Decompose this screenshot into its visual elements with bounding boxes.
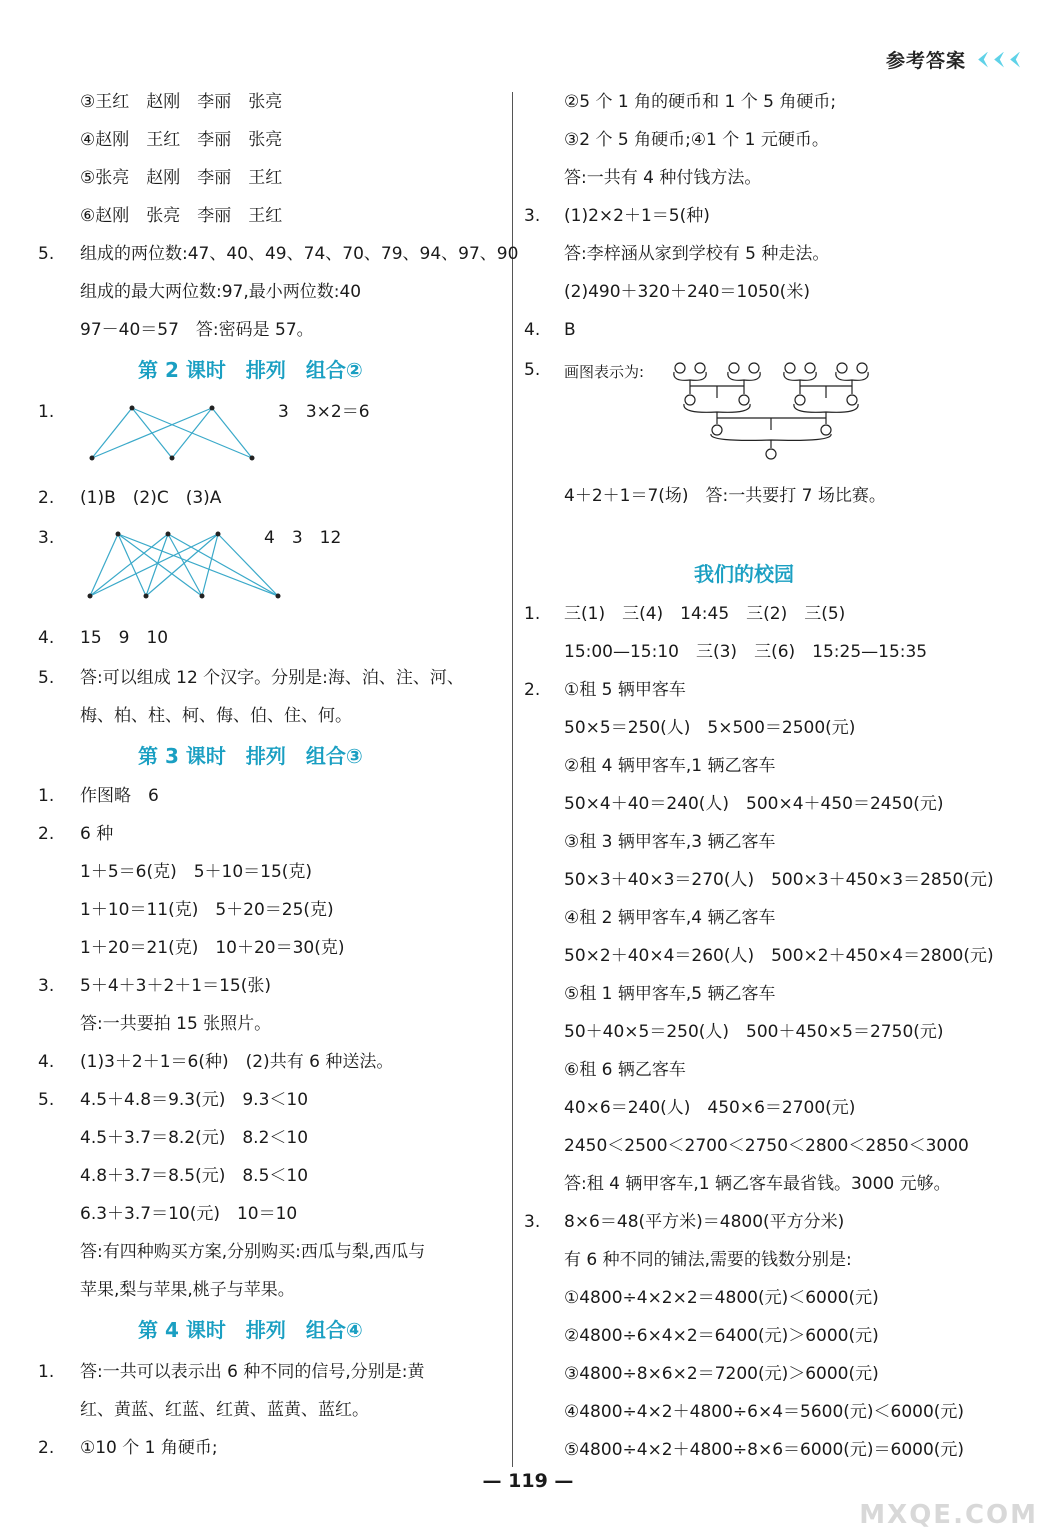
answer-line: 50×4＋40＝240(人) 500×4＋450＝2450(元) xyxy=(564,794,944,814)
answer-line: 40×6＝240(人) 450×6＝2700(元) xyxy=(564,1098,856,1118)
answer-line: 梅、柏、柱、柯、侮、伯、住、何。 xyxy=(80,706,352,726)
page-number: — 119 — xyxy=(482,1470,574,1492)
answer-line: ③王红 赵刚 李丽 张亮 xyxy=(80,92,283,112)
answer-line: 3 3×2＝6 xyxy=(278,402,370,422)
answer-line: ①租 5 辆甲客车 xyxy=(564,680,686,700)
answer-line: 4 3 12 xyxy=(264,528,342,548)
answer-line: ②租 4 辆甲客车,1 辆乙客车 xyxy=(564,756,776,776)
answer-line: (2)490＋320＋240＝1050(米) xyxy=(564,282,810,302)
answer-line: ①10 个 1 角硬币; xyxy=(80,1438,218,1458)
question-number: 5. xyxy=(524,360,541,380)
question-number: 5. xyxy=(38,668,55,688)
answer-line: ②4800÷6×4×2＝6400(元)＞6000(元) xyxy=(564,1326,879,1346)
question-number: 3. xyxy=(38,528,55,548)
answer-line: 6.3＋3.7＝10(元) 10＝10 xyxy=(80,1204,298,1224)
page-header xyxy=(886,46,1020,73)
answer-line: 答:李梓涵从家到学校有 5 种走法。 xyxy=(564,244,830,264)
answer-line: 4.5＋3.7＝8.2(元) 8.2＜10 xyxy=(80,1128,309,1148)
question-number: 2. xyxy=(38,824,55,844)
answer-line: 1＋5＝6(克) 5＋10＝15(克) xyxy=(80,862,313,882)
answer-line: 有 6 种不同的铺法,需要的钱数分别是: xyxy=(564,1250,852,1270)
answer-line: 答:可以组成 12 个汉字。分别是:海、泊、注、河、 xyxy=(80,668,464,688)
question-number: 2. xyxy=(524,680,541,700)
watermark: MXQE.COM xyxy=(859,1500,1038,1530)
question-number: 1. xyxy=(38,402,55,422)
answer-line: 15:00—15:10 三(3) 三(6) 15:25—15:35 xyxy=(564,642,928,662)
question-number: 3. xyxy=(524,1212,541,1232)
question-number: 2. xyxy=(38,488,55,508)
answer-line: 4＋2＋1＝7(场) 答:一共要打 7 场比赛。 xyxy=(564,486,886,506)
question-number: 1. xyxy=(38,786,55,806)
question-number: 5. xyxy=(38,1090,55,1110)
answer-line: ③4800÷8×6×2＝7200(元)＞6000(元) xyxy=(564,1364,879,1384)
answer-line: 5＋4＋3＋2＋1＝15(张) xyxy=(80,976,271,996)
answer-line: ③租 3 辆甲客车,3 辆乙客车 xyxy=(564,832,776,852)
answer-line: 1＋20＝21(克) 10＋20＝30(克) xyxy=(80,938,345,958)
answer-line: 6 种 xyxy=(80,824,114,844)
answer-line: 答:一共要拍 15 张照片。 xyxy=(80,1014,272,1034)
section-title: 第 4 课时 排列 组合④ xyxy=(138,1318,363,1342)
answer-line: ⑥租 6 辆乙客车 xyxy=(564,1060,686,1080)
question-number: 2. xyxy=(38,1438,55,1458)
answer-line: (1)2×2＋1＝5(种) xyxy=(564,206,710,226)
section-title: 第 3 课时 排列 组合③ xyxy=(138,744,363,768)
answer-line: 1＋10＝11(克) 5＋20＝25(克) xyxy=(80,900,334,920)
answer-line: ④赵刚 王红 李丽 张亮 xyxy=(80,130,283,150)
answer-line: 作图略 6 xyxy=(80,786,159,806)
answer-line: 答:租 4 辆甲客车,1 辆乙客车最省钱。3000 元够。 xyxy=(564,1174,951,1194)
arrow-decoration-icon xyxy=(972,52,1020,68)
answer-line: 2450＜2500＜2700＜2750＜2800＜2850＜3000 xyxy=(564,1136,969,1156)
header-title: 参考答案 xyxy=(885,50,966,72)
answer-line: ⑤4800÷4×2＋4800÷8×6＝6000(元)＝6000(元) xyxy=(564,1440,965,1460)
tournament-tree-diagram xyxy=(652,358,872,466)
answer-line: 50×3＋40×3＝270(人) 500×3＋450×3＝2850(元) xyxy=(564,870,994,890)
answer-line: 组成的最大两位数:97,最小两位数:40 xyxy=(80,282,362,302)
answer-line: ③2 个 5 角硬币;④1 个 1 元硬币。 xyxy=(564,130,829,150)
answer-line: ①4800÷4×2×2＝4800(元)＜6000(元) xyxy=(564,1288,879,1308)
answer-line: 50×2＋40×4＝260(人) 500×2＋450×4＝2800(元) xyxy=(564,946,994,966)
answer-line: 4.8＋3.7＝8.5(元) 8.5＜10 xyxy=(80,1166,309,1186)
answer-line: 苹果,梨与苹果,桃子与苹果。 xyxy=(80,1280,295,1300)
answer-line: 三(1) 三(4) 14:45 三(2) 三(5) xyxy=(564,604,846,624)
answer-line: ②5 个 1 角的硬币和 1 个 5 角硬币; xyxy=(564,92,837,112)
answer-line: 4.5＋4.8＝9.3(元) 9.3＜10 xyxy=(80,1090,309,1110)
answer-line: 答:一共可以表示出 6 种不同的信号,分别是:黄 xyxy=(80,1362,425,1382)
answer-line: 50×5＝250(人) 5×500＝2500(元) xyxy=(564,718,856,738)
answer-line: ④4800÷4×2＋4800÷6×4＝5600(元)＜6000(元) xyxy=(564,1402,965,1422)
answer-line: 答:有四种购买方案,分别购买:西瓜与梨,西瓜与 xyxy=(80,1242,426,1262)
question-number: 4. xyxy=(38,628,55,648)
question-number: 1. xyxy=(38,1362,55,1382)
answer-line: ⑥赵刚 张亮 李丽 王红 xyxy=(80,206,283,226)
answer-line: 8×6＝48(平方米)＝4800(平方分米) xyxy=(564,1212,845,1232)
answer-line: ④租 2 辆甲客车,4 辆乙客车 xyxy=(564,908,776,928)
question-number: 5. xyxy=(38,244,55,264)
answer-line: 97－40＝57 答:密码是 57。 xyxy=(80,320,314,340)
answer-line: 答:一共有 4 种付钱方法。 xyxy=(564,168,762,188)
question-number: 3. xyxy=(38,976,55,996)
answer-line: 画图表示为: xyxy=(564,363,645,381)
answer-line: ⑤张亮 赵刚 李丽 王红 xyxy=(80,168,283,188)
answer-line: ⑤租 1 辆甲客车,5 辆乙客车 xyxy=(564,984,776,1004)
answer-line: (1)B (2)C (3)A xyxy=(80,488,222,508)
question-number: 4. xyxy=(524,320,541,340)
question-number: 3. xyxy=(524,206,541,226)
column-divider xyxy=(512,92,513,1467)
answer-line: 15 9 10 xyxy=(80,628,169,648)
question-number: 1. xyxy=(524,604,541,624)
answer-line: B xyxy=(564,320,576,340)
answer-line: 50＋40×5＝250(人) 500＋450×5＝2750(元) xyxy=(564,1022,944,1042)
section-title: 第 2 课时 排列 组合② xyxy=(138,358,363,382)
section-title: 我们的校园 xyxy=(694,562,794,586)
answer-line: 红、黄蓝、红蓝、红黄、蓝黄、蓝红。 xyxy=(80,1400,369,1420)
question-number: 4. xyxy=(38,1052,55,1072)
answer-line: (1)3＋2＋1＝6(种) (2)共有 6 种送法。 xyxy=(80,1052,394,1072)
answer-line: 组成的两位数:47、40、49、74、70、79、94、97、90 xyxy=(80,244,519,264)
